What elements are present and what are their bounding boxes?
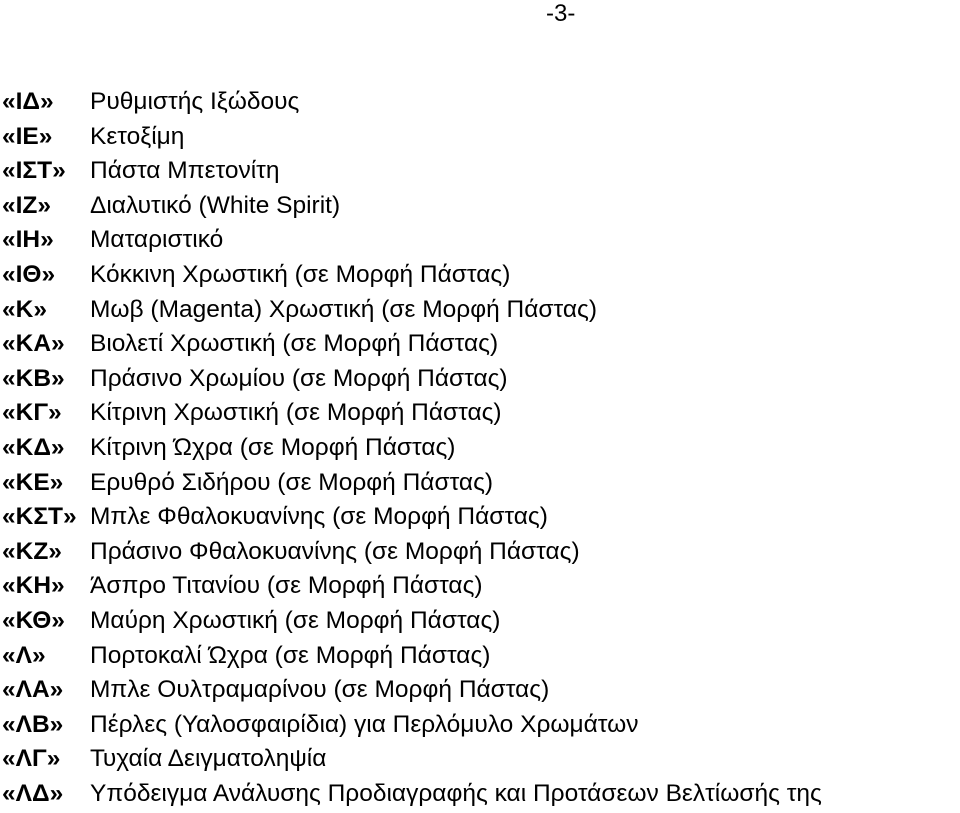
annex-code: «ΛΓ» xyxy=(2,745,61,773)
list-item xyxy=(0,258,960,293)
annex-title: Βιολετί Χρωστική (σε Μορφή Πάστας) xyxy=(90,330,499,358)
annex-code: «ΙΘ» xyxy=(2,260,56,288)
annex-title: Διαλυτικό (White Spirit) xyxy=(90,191,341,219)
list-item xyxy=(0,673,960,708)
annex-title: Πράσινο Φθαλοκυανίνης (σε Μορφή Πάστας) xyxy=(90,537,580,565)
list-item xyxy=(0,535,960,570)
annex-code: «ΙΕ» xyxy=(2,122,53,150)
page-number: -3- xyxy=(546,0,576,27)
annex-title: Μπλε Φθαλοκυανίνης (σε Μορφή Πάστας) xyxy=(90,503,548,531)
annex-title: Ματαριστικό xyxy=(90,226,224,254)
annex-code: «ΚΑ» xyxy=(2,330,65,358)
annex-code: «ΚΣΤ» xyxy=(2,503,77,531)
annex-title: Κίτρινη Ώχρα (σε Μορφή Πάστας) xyxy=(90,433,456,461)
list-item xyxy=(0,777,960,812)
list-item xyxy=(0,708,960,743)
annex-code: «ΙΣΤ» xyxy=(2,157,66,185)
annex-code: «ΚΔ» xyxy=(2,433,65,461)
list-item xyxy=(0,604,960,639)
list-item xyxy=(0,362,960,397)
list-item xyxy=(0,293,960,328)
annex-title: Μπλε Ουλτραμαρίνου (σε Μορφή Πάστας) xyxy=(90,676,550,704)
annex-code: «ΚΓ» xyxy=(2,399,62,427)
annex-title: Πράσινο Χρωμίου (σε Μορφή Πάστας) xyxy=(90,364,508,392)
annex-title: Τυχαία Δειγματοληψία xyxy=(90,745,327,773)
annex-code: «ΚΗ» xyxy=(2,572,65,600)
annex-code: «ΛΑ» xyxy=(2,676,64,704)
annex-list xyxy=(0,85,960,811)
annex-code: «ΚΕ» xyxy=(2,468,64,496)
annex-code: «ΙΔ» xyxy=(2,88,54,115)
annex-code: «ΚΖ» xyxy=(2,537,62,565)
annex-title: Πάστα Μπετονίτη xyxy=(90,157,280,185)
annex-title: Άσπρο Τιτανίου (σε Μορφή Πάστας) xyxy=(90,572,483,600)
list-item xyxy=(0,639,960,674)
annex-code: «ΛΔ» xyxy=(2,779,64,807)
list-item xyxy=(0,327,960,362)
annex-code: «Κ» xyxy=(2,295,47,323)
annex-title: Ρυθμιστής Ιξώδους xyxy=(90,88,300,115)
annex-code: «ΙΖ» xyxy=(2,191,52,219)
annex-code: «ΚΘ» xyxy=(2,606,65,634)
annex-title: Κίτρινη Χρωστική (σε Μορφή Πάστας) xyxy=(90,399,502,427)
annex-title: Κόκκινη Χρωστική (σε Μορφή Πάστας) xyxy=(90,260,511,288)
annex-code: «ΛΒ» xyxy=(2,710,64,738)
annex-code: «Λ» xyxy=(2,641,46,669)
annex-title: Μαύρη Χρωστική (σε Μορφή Πάστας) xyxy=(90,606,501,634)
list-item xyxy=(0,742,960,777)
list-item xyxy=(0,500,960,535)
annex-code: «ΚΒ» xyxy=(2,364,65,392)
annex-title: Ερυθρό Σιδήρου (σε Μορφή Πάστας) xyxy=(90,468,494,496)
annex-title: Πέρλες (Υαλοσφαιρίδια) για Περλόμυλο Χρωμάτων xyxy=(90,710,639,738)
list-item xyxy=(0,569,960,604)
list-item xyxy=(0,431,960,466)
list-item xyxy=(0,223,960,258)
list-item xyxy=(0,396,960,431)
list-item xyxy=(0,85,960,120)
annex-title: Υπόδειγμα Ανάλυσης Προδιαγραφής και Προτάσεων Βελτίωσής της xyxy=(90,779,822,807)
annex-code: «ΙΗ» xyxy=(2,226,54,254)
list-item xyxy=(0,466,960,501)
list-item xyxy=(0,189,960,224)
annex-title: Μωβ (Magenta) Χρωστική (σε Μορφή Πάστας) xyxy=(90,295,597,323)
list-item xyxy=(0,154,960,189)
list-item xyxy=(0,120,960,155)
annex-title: Πορτοκαλί Ώχρα (σε Μορφή Πάστας) xyxy=(90,641,491,669)
annex-title: Κετοξίμη xyxy=(90,122,185,150)
